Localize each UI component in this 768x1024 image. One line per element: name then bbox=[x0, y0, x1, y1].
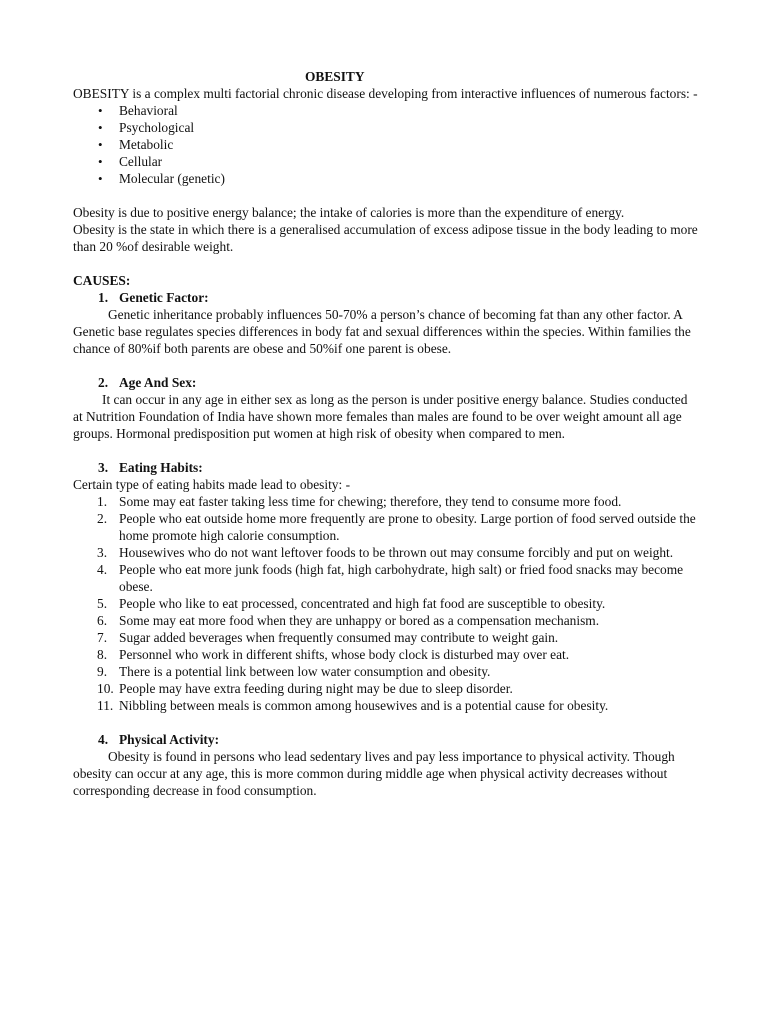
list-item: • Molecular (genetic) bbox=[73, 170, 698, 187]
list-item bbox=[73, 595, 698, 612]
item-text: There is a potential link between low water consumption and obesity. bbox=[119, 664, 491, 679]
eating-habits-lead: Certain type of eating habits made lead to obesity: - bbox=[73, 477, 351, 492]
list-item: • Metabolic bbox=[73, 136, 698, 153]
item-text: Sugar added beverages when frequently consumed may contribute to weight gain. bbox=[119, 630, 559, 645]
item-text: People who like to eat processed, concentrated and high fat food are susceptible to obesity. bbox=[119, 596, 606, 611]
item-number: 3. bbox=[97, 545, 108, 560]
section-body-physical-activity: Obesity is found in persons who lead sedentary lives and pay less importance to physical activity. Though obesity can occur at any age, this is more common during middle age when physical activity decreases without corresponding decrease in food consumption. bbox=[73, 749, 675, 798]
factors-list bbox=[73, 102, 698, 187]
section-title: Physical Activity: bbox=[119, 732, 220, 747]
section-title: Eating Habits: bbox=[119, 460, 203, 475]
item-text: Personnel who work in different shifts, whose body clock is disturbed may over eat. bbox=[119, 647, 570, 662]
section-number: 1. bbox=[98, 290, 109, 305]
section-number: 2. bbox=[98, 375, 109, 390]
list-item bbox=[73, 510, 698, 544]
list-item: • Behavioral bbox=[73, 102, 698, 119]
item-text: People who eat more junk foods (high fat, high carbohydrate, high salt) or fried food snacks may become obese. bbox=[119, 562, 684, 594]
item-number: 10. bbox=[97, 681, 114, 696]
section-body-genetic: Genetic inheritance probably influences 50-70% a person’s chance of becoming fat than any other factor. A Genetic base regulates species differences in body fat and sexual differences within the species. Within families the chance of 80%if both parents are obese and 50%if one parent is obese. bbox=[73, 307, 691, 356]
item-number: 5. bbox=[97, 596, 108, 611]
section-heading-physical-activity bbox=[73, 731, 698, 748]
section-number: 4. bbox=[98, 732, 109, 747]
section-heading-eating-habits bbox=[73, 459, 698, 476]
item-text: Some may eat faster taking less time for chewing; therefore, they tend to consume more food. bbox=[119, 494, 622, 509]
list-item bbox=[73, 544, 698, 561]
list-item bbox=[73, 561, 698, 595]
intro-paragraph: OBESITY is a complex multi factorial chronic disease developing from interactive influences of numerous factors: - bbox=[73, 86, 698, 101]
list-item bbox=[73, 680, 698, 697]
item-number: 8. bbox=[97, 647, 108, 662]
adipose-paragraph: Obesity is the state in which there is a generalised accumulation of excess adipose tissue in the body leading to more than 20 %of desirable weight. bbox=[73, 222, 698, 254]
section-title: Genetic Factor: bbox=[119, 290, 209, 305]
item-number: 9. bbox=[97, 664, 108, 679]
item-number: 4. bbox=[97, 562, 108, 577]
item-number: 6. bbox=[97, 613, 108, 628]
item-number: 11. bbox=[97, 698, 114, 713]
list-item bbox=[73, 646, 698, 663]
section-heading-genetic bbox=[73, 289, 698, 306]
list-item bbox=[73, 493, 698, 510]
energy-balance-paragraph: Obesity is due to positive energy balance; the intake of calories is more than the expenditure of energy. bbox=[73, 205, 625, 220]
list-item bbox=[73, 697, 698, 714]
item-number: 2. bbox=[97, 511, 108, 526]
list-item bbox=[73, 612, 698, 629]
list-item bbox=[73, 629, 698, 646]
document-page bbox=[73, 68, 698, 799]
item-text: Nibbling between meals is common among housewives and is a potential cause for obesity. bbox=[119, 698, 609, 713]
eating-habits-list bbox=[73, 493, 698, 714]
item-text: People may have extra feeding during night may be due to sleep disorder. bbox=[119, 681, 513, 696]
list-item: • Cellular bbox=[73, 153, 698, 170]
item-text: Housewives who do not want leftover foods to be thrown out may consume forcibly and put on weight. bbox=[119, 545, 674, 560]
section-body-age-sex: It can occur in any age in either sex as long as the person is under positive energy balance. Studies conducted at Nutrition Foundation of India have shown more females than males are found to be over weight amount all age groups. Hormonal predisposition put women at high risk of obesity when compared to men. bbox=[73, 392, 688, 441]
section-number: 3. bbox=[98, 460, 109, 475]
causes-heading: CAUSES: bbox=[73, 273, 131, 288]
item-text: People who eat outside home more frequently are prone to obesity. Large portion of food served outside the home promote high calorie consumption. bbox=[119, 511, 696, 543]
document-title: OBESITY bbox=[305, 69, 365, 84]
item-number: 1. bbox=[97, 494, 108, 509]
item-text: Some may eat more food when they are unhappy or bored as a compensation mechanism. bbox=[119, 613, 600, 628]
item-number: 7. bbox=[97, 630, 108, 645]
list-item: • Psychological bbox=[73, 119, 698, 136]
list-item bbox=[73, 663, 698, 680]
section-heading-age-sex bbox=[73, 374, 698, 391]
section-title: Age And Sex: bbox=[119, 375, 197, 390]
